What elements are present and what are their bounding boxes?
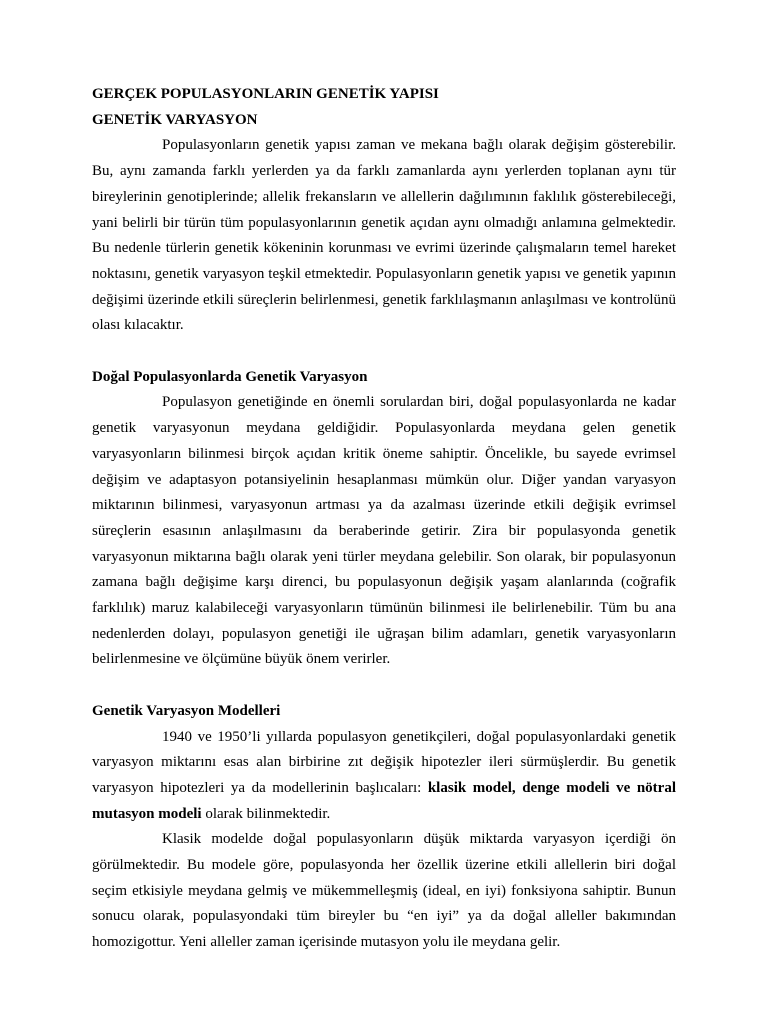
- document-page: [92, 82, 676, 956]
- paragraph-genetic-variation: Populasyonların genetik yapısı zaman ve mekana bağlı olarak değişim gösterebilir. Bu, aynı zamanda farklı yerlerden ya da farklı zamanlarda aynı yerlerden toplanan aynı tür bireylerinin genotiplerinde; allelik frekansların ve allellerin dağılımının faklılık gösterebileceği, yani belirli bir türün tüm populasyonlarının genetik açıdan aynı olmadığı anlamına gelmektedir. Bu nedenle türlerin genetik kökeninin korunması ve evrimi üzerinde çalışmaların temel hareket noktasını, genetik varyasyon teşkil etmektedir. Populasyonların genetik yapısı ve genetik yapının değişimi üzerinde etkili süreçlerin belirlenmesi, genetik farklılaşmanın anlaşılması ve kontrolünü olası kılacaktır.: [92, 137, 676, 334]
- section-heading-genetic-variation: GENETİK VARYASYON: [92, 111, 258, 128]
- section-heading-variation-models: Genetik Varyasyon Modelleri: [92, 702, 281, 719]
- paragraph-text: 1940 ve 1950’li yıllarda populasyon genetikçileri, doğal populasyonlardaki genetik varyasyon miktarını esas alan birbirine zıt değişik hipotezler ileri sürmüşlerdir. Bu genetik varyasyon hipotezleri ya da modellerinin başlıcaları:: [92, 728, 676, 796]
- section-heading-natural-populations: Doğal Populasyonlarda Genetik Varyasyon: [92, 368, 368, 385]
- paragraph-variation-models: [92, 725, 676, 828]
- document-title: GERÇEK POPULASYONLARIN GENETİK YAPISI: [92, 86, 439, 102]
- paragraph-gap: [92, 673, 676, 699]
- paragraph-natural-populations: Populasyon genetiğinde en önemli sorulardan biri, doğal populasyonlarda ne kadar genetik varyasyonun meydana geldiğidir. Populasyonlarda meydana gelen genetik varyasyonların bilinmesi birçok açıdan kritik öneme sahiptir. Öncelikle, bu sayede evrimsel değişim ve adaptasyon potansiyelinin hesaplanması mümkün olur. Diğer yandan varyasyon miktarının bilinmesi, varyasyonun artması ya da azalması üzerinde etkili değişik evrimsel süreçlerin esasının anlaşılmasını da beraberinde getirir. Zira bir populasyonda genetik varyasyonun miktarına bağlı olarak yeni türler meydana gelebilir. Son olarak, bir populasyonun zamana bağlı değişime karşı direnci, bu populasyonun değişik yaşam alanlarında (coğrafik farklılık) maruz kalabileceği varyasyonların tümünün bilinmesi ile belirlenebilir. Tüm bu ana nedenlerden dolayı, populasyon genetiği ile uğraşan bilim adamları, genetik varyasyonların belirlenmesine ve ölçümüne büyük önem verirler.: [92, 394, 676, 668]
- models-list-bold: klasik model, denge modeli ve nötral mutasyon modeli: [92, 779, 676, 822]
- paragraph-text: olarak bilinmektedir.: [201, 805, 331, 822]
- paragraph-gap: [92, 339, 676, 365]
- paragraph-classic-model: Klasik modelde doğal populasyonların düşük miktarda varyasyon içerdiği ön görülmektedir. Bu modele göre, populasyonda her özellik üzerine etkili allellerin biri doğal seçim etkisiyle meydana gelmiş ve mükemmelleşmiş (ideal, en iyi) fonksiyona sahiptir. Bunun sonucu olarak, populasyondaki tüm bireyler bu “en iyi” ya da doğal alleller bakımından homozigottur. Yeni alleller zaman içerisinde mutasyon yolu ile meydana gelir.: [92, 831, 676, 951]
